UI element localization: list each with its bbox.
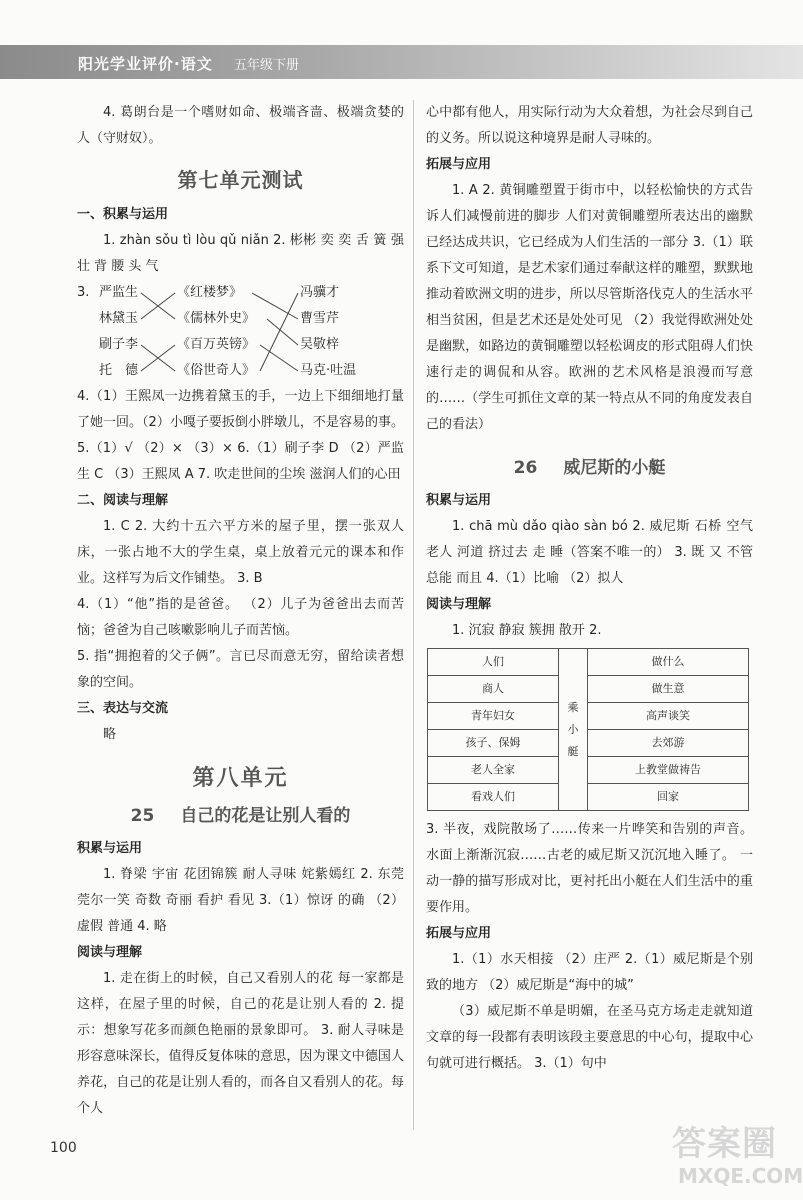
match-character: 刷子李 [99,337,139,352]
answer-paragraph: 1.（1）水天相接 （2）庄严 2.（1）威尼斯是个别致的地方 （2）威尼斯是“海中的城” [426,952,753,993]
table-row [428,649,749,676]
answer-paragraph: 5. 指“拥抱着的父子俩”。言已尽而意无穷，留给读者想象的空间。 [77,649,404,690]
answer-paragraph: 心中都有他人，用实际行动为大众着想，为社会尽到自己的义务。所以说这种境界是耐人寻味的。 [426,105,753,146]
watermark-text: 答案圈 [672,1124,777,1164]
section-heading: 二、阅读与理解 [77,493,169,508]
subsection-heading: 积累与运用 [77,841,143,856]
unit8-heading: 第八单元 [192,766,289,791]
table-cell: 做什么 [588,649,749,676]
header-title: 阳光学业评价·语文 [78,55,213,73]
answer-intro: 4. 葛朗台是一个嗜财如命、极端吝啬、极端贪婪的人（守财奴）。 [77,105,404,146]
table-row [428,757,749,784]
vertical-char: 乘 [567,700,579,714]
section-heading: 一、积累与运用 [77,207,169,222]
subsection-heading: 阅读与理解 [77,945,143,960]
answer-paragraph: 略 [103,727,117,742]
lesson-title: 自己的花是让别人看的 [180,806,351,826]
table-cell: 上教堂做祷告 [588,757,749,784]
table-cell: 孩子、保姆 [428,730,559,757]
match-book: 《红楼梦》 [177,285,243,300]
match-character: 托 德 [99,363,139,378]
match-book: 《儒林外史》 [177,311,256,326]
answer-table [427,648,749,811]
answer-paragraph: 1. A 2. 黄铜雕塑置于街市中，以轻松愉快的方式告诉人们减慢前进的脚步 人们对黄铜雕塑所表达出的幽默已经达成共识，它已经成为人们生活的一部分 3.（1）联系下文可知道，是艺术家们通过奉献这样的雕塑，默默地推动着欧洲文明的进步，所以尽管斯洛伐克人的生活水平相当贫困，但是艺术还是处处可见 （2）我觉得欧洲处处是幽默，如路边的黄铜雕塑以轻松调皮的形式阻碍人们快速行走的调侃和从容。欧洲的艺术风格是浪漫而写意的……（学生可抓住文章的某一特点从不同的角度发表自己的看法） [426,183,753,432]
matching-exercise [77,280,404,384]
lesson-heading [77,802,404,830]
table-row [428,703,749,730]
answer-paragraph: （3）威尼斯不单是明媚，在圣马克方场走走就知道 文章的每一段都有表明该段主要意思的中心句，提取中心句就可进行概括。 3.（1）句中 [426,1004,753,1071]
watermark-logo [672,1116,803,1196]
table-merged-cell [559,649,588,811]
table-row [428,730,749,757]
lesson-heading [426,454,753,482]
matching-lines [77,280,404,384]
match-author: 冯骥才 [300,285,340,300]
match-author: 吴敬梓 [300,337,340,352]
answer-paragraph: 1. C 2. 大约十五六平方米的屋子里，摆一张双人床，一张占地不大的学生桌，桌上放着元元的课本和作业。这样写为后文作铺垫。 3. B [77,519,404,586]
section-heading: 三、表达与交流 [77,701,169,716]
answer-paragraph: 1. zhàn sǒu tì lòu qǔ niǎn 2. 彬彬 奕 奕 舌 簧 强 壮 背 腰 头 气 [77,233,404,274]
right-column [426,100,753,1077]
table-row [428,784,749,811]
answer-paragraph: 1. 脊梁 宇宙 花团锦簇 耐人寻味 姹紫嫣红 2. 东莞 莞尔一笑 奇数 奇丽 看护 看见 3.（1）惊讶 的确 （2）虚假 普通 4. 略 [77,867,404,934]
subsection-heading: 积累与运用 [426,493,492,508]
table-cell: 青年妇女 [428,703,559,730]
table-cell: 看戏人们 [428,784,559,811]
table-cell: 人们 [428,649,559,676]
question-label: 3. [77,285,90,300]
answer-paragraph: 4.（1）“他”指的是爸爸。 （2）儿子为爸爸出去而苦恼；爸爸为自己咳嗽影响儿子而苦恼。 [77,597,404,638]
subsection-heading: 拓展与应用 [426,926,492,941]
column-divider [413,100,414,1130]
match-author: 曹雪芹 [300,311,340,326]
lesson-number: 26 [513,458,538,478]
match-character: 林黛玉 [99,311,139,326]
lesson-title: 威尼斯的小艇 [563,458,666,478]
answer-paragraph: 1. chā mù dǎo qiào sàn bó 2. 威尼斯 石桥 空气 老人 河道 挤过去 走 睡（答案不唯一的） 3. 既 又 不管 总能 而且 4.（1）比喻 （2）拟人 [426,519,753,586]
table-row [428,676,749,703]
table-cell: 做生意 [588,676,749,703]
subsection-heading: 阅读与理解 [426,597,492,612]
table-cell: 老人全家 [428,757,559,784]
table-cell: 高声谈笑 [588,703,749,730]
watermark-url: MXQE.COM [678,1164,803,1188]
table-cell: 回家 [588,784,749,811]
answer-paragraph: 1. 沉寂 静寂 簇拥 散开 2. [452,623,602,638]
vertical-char: 艇 [567,744,579,758]
subsection-heading: 拓展与应用 [426,157,492,172]
match-book: 《百万英镑》 [177,337,256,352]
answer-paragraph: 4.（1）王熙凤一边携着黛玉的手，一边上下细细地打量了她一回。（2）小嘎子要扳倒小胖墩儿，不是容易的事。 5.（1）√ （2）× （3）× 6.（1）刷子李 D （2）严监生 C （3）王熙凤 A 7. 吹走世间的尘埃 滋润人们的心田 [77,389,404,482]
left-column [77,100,404,1122]
page-number: 100 [50,1140,77,1156]
header-grade: 五年级下册 [234,58,300,73]
lesson-number: 25 [130,806,155,826]
match-author: 马克·吐温 [300,363,357,378]
table-cell: 去郊游 [588,730,749,757]
unit7-heading: 第七单元测试 [177,168,304,192]
answer-paragraph: 1. 走在街上的时候，自己又看别人的花 每一家都是这样，在屋子里的时候，自己的花是让别人看的 2. 提示：想象写花多而颜色艳丽的景象即可。 3. 耐人寻味是形容意味深长，值得反复体味的意思，因为课文中德国人养花，自己的花是让别人看的，而各自又看别人的花。每个人 [77,971,404,1116]
table-cell: 商人 [428,676,559,703]
vertical-char: 小 [567,722,579,736]
answer-paragraph: 3. 半夜，戏院散场了……传来一片哗笑和告别的声音。 水面上渐渐沉寂……古老的威尼斯又沉沉地入睡了。 一动一静的描写形成对比，更衬托出小艇在人们生活中的重要作用。 [426,822,753,915]
match-character: 严监生 [99,285,139,300]
match-book: 《俗世奇人》 [177,363,256,378]
